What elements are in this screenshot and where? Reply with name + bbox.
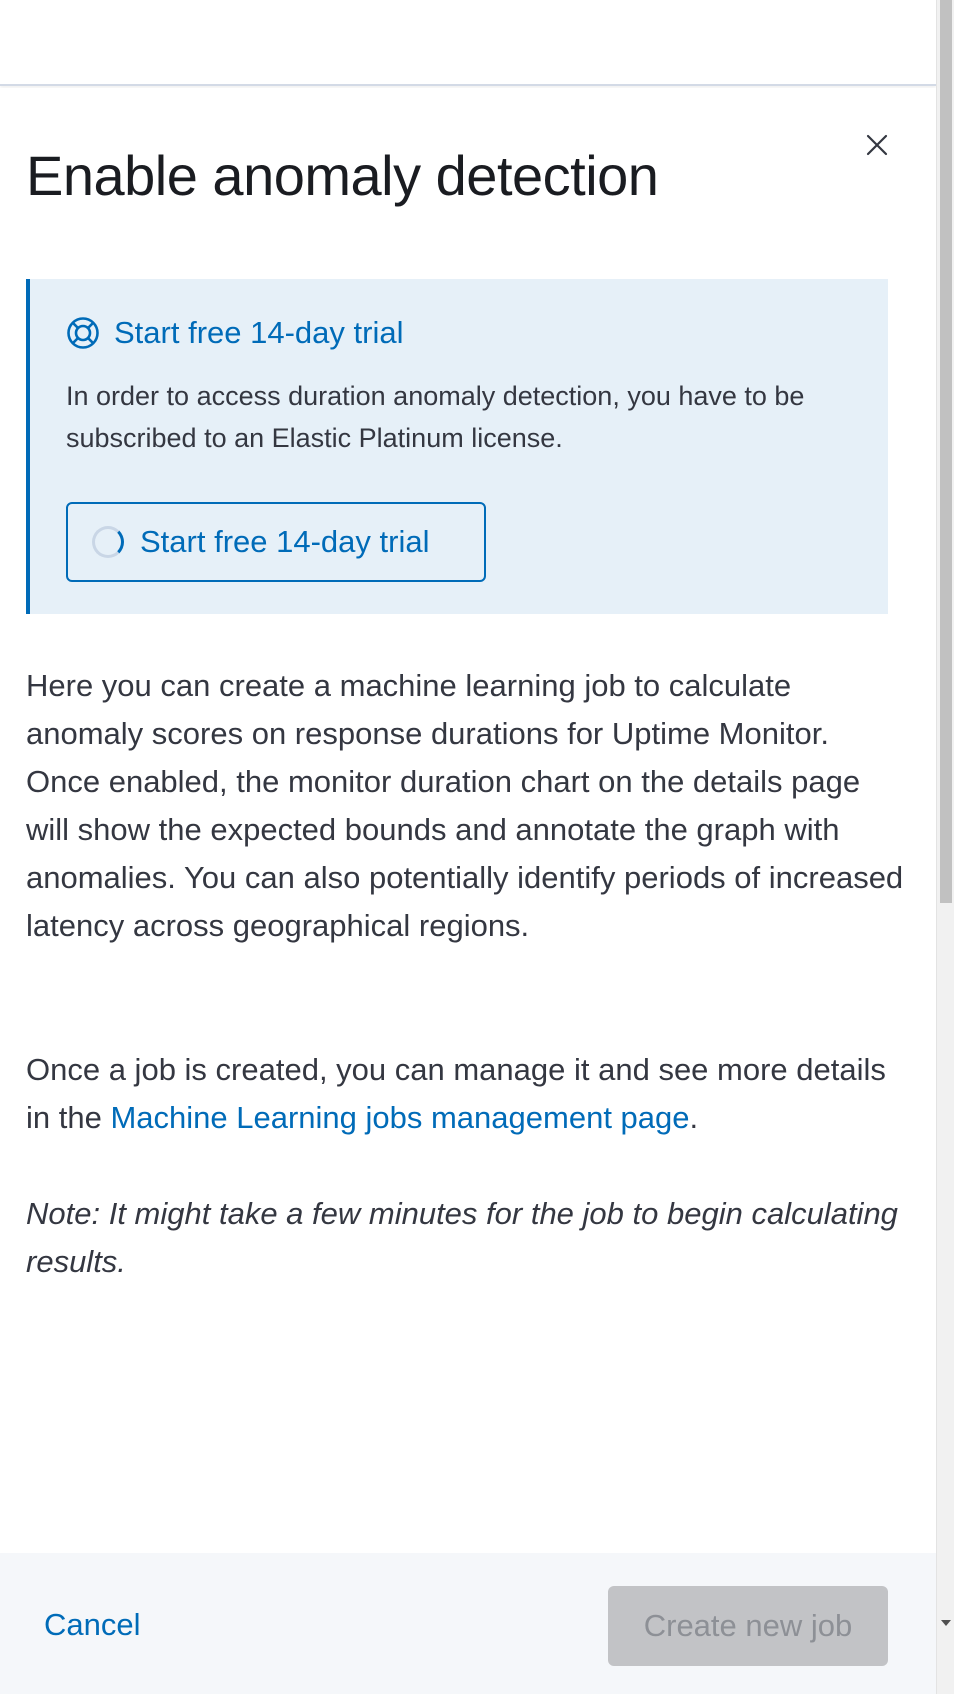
paragraph-suffix-text: .	[689, 1100, 699, 1135]
description-paragraph: Here you can create a machine learning job to calculate anomaly scores on response durations for Uptime Monitor. Once enabled, the monitor duration chart on the details page will show the expected bounds and annotate the graph with anomalies. You can also potentially identify periods of increased latency across geographical regions.	[26, 668, 904, 943]
scroll-down-arrow-icon[interactable]	[941, 1620, 951, 1626]
callout-description: In order to access duration anomaly detection, you have to be subscribed to an Elastic Platinum license.	[66, 381, 805, 453]
start-trial-button-label: Start free 14-day trial	[140, 524, 430, 559]
callout-header	[66, 313, 403, 353]
scrollbar-thumb[interactable]	[940, 0, 952, 903]
trial-callout	[26, 279, 888, 614]
flyout-title: Enable anomaly detection	[26, 144, 659, 207]
top-header-bar	[0, 0, 936, 86]
cancel-button[interactable]: Cancel	[44, 1607, 141, 1642]
start-trial-button[interactable]	[66, 502, 486, 582]
ml-jobs-management-link[interactable]: Machine Learning jobs management page	[110, 1100, 690, 1135]
note-paragraph: Note: It might take a few minutes for the job to begin calculating results.	[26, 1196, 898, 1279]
create-new-job-button[interactable]: Create new job	[608, 1586, 888, 1666]
flyout-footer	[0, 1553, 936, 1694]
loading-spinner-icon	[92, 526, 124, 558]
lifebuoy-icon	[66, 316, 100, 350]
paragraph-prefix-text: Once a job is created, you can manage it and see more details in the	[26, 1052, 886, 1135]
close-button[interactable]	[862, 130, 892, 160]
close-icon	[865, 133, 889, 157]
callout-title: Start free 14-day trial	[114, 315, 404, 350]
vertical-scrollbar[interactable]	[936, 0, 954, 1694]
jobs-management-paragraph	[26, 1046, 906, 1142]
